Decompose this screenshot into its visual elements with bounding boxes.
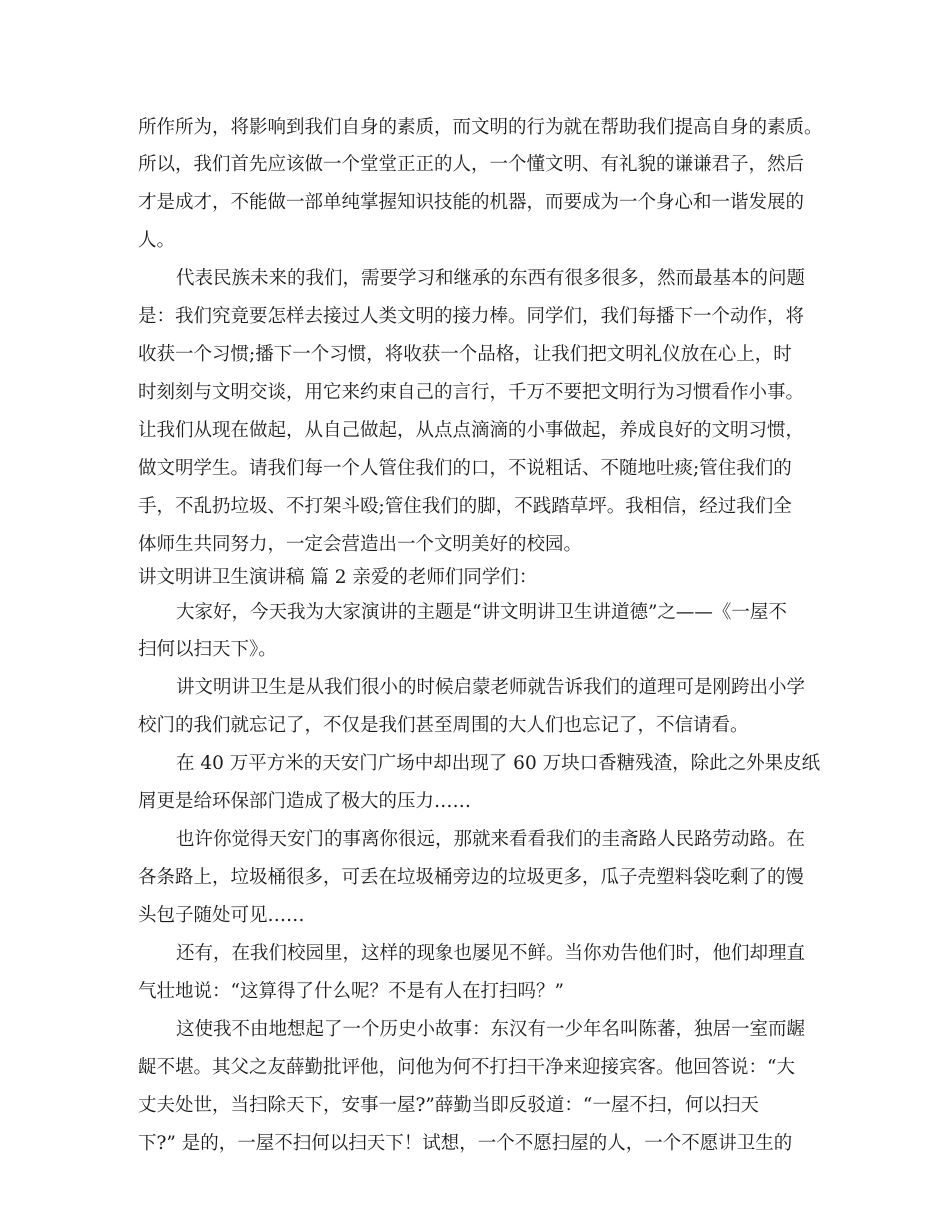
text-line: 扫何以扫天下》。 <box>138 639 277 660</box>
paragraph-first-line: 在 40 万平方米的天安门广场中却出现了 60 万块口香糖残渣，除此之外果皮纸 <box>176 753 821 774</box>
paragraph-first-line: 还有，在我们校园里，这样的现象也屡见不鲜。当你劝告他们时，他们却理直 <box>176 943 806 964</box>
paragraph-first-line: 代表民族未来的我们，需要学习和继承的东西有很多很多，然而最基本的问题 <box>176 268 806 289</box>
text-line: 校门的我们就忘记了，不仅是我们甚至周围的大人们也忘记了，不信请看。 <box>138 715 749 736</box>
text-line: 丈夫处世，当扫除天下，安事一屋?”薛勤当即反驳道：“一屋不扫，何以扫天 <box>138 1095 759 1116</box>
text-line: 体师生共同努力，一定会营造出一个文明美好的校园。 <box>138 534 583 555</box>
text-line: 所作所为，将影响到我们自身的素质，而文明的行为就在帮助我们提高自身的素质。 <box>138 117 823 138</box>
text-line: 时刻刻与文明交谈，用它来约束自己的言行，千万不要把文明行为习惯看作小事。 <box>138 382 805 403</box>
text-line: 人。 <box>138 230 176 251</box>
text-line: 屑更是给环保部门造成了极大的压力…… <box>138 791 472 812</box>
paragraph-first-line: 这使我不由地想起了一个历史小故事：东汉有一少年名叫陈蕃，独居一室而龌 <box>176 1019 806 1040</box>
paragraph-first-line: 大家好，今天我为大家演讲的主题是“讲文明讲卫生讲道德”之——《一屋不 <box>176 602 787 623</box>
section-heading: 讲文明讲卫生演讲稿 篇 2 亲爱的老师们同学们： <box>138 567 538 588</box>
paragraph-first-line: 讲文明讲卫生是从我们很小的时候启蒙老师就告诉我们的道理可是刚跨出小学 <box>176 677 806 698</box>
text-line: 气壮地说：“这算得了什么呢？不是有人在打扫吗？” <box>138 981 564 1002</box>
text-line: 头包子随处可见…… <box>138 905 305 926</box>
text-line: 才是成才，不能做一部单纯掌握知识技能的机器，而要成为一个身心和一谐发展的 <box>138 192 805 213</box>
text-line: 手，不乱扔垃圾、不打架斗殴;管住我们的脚，不践踏草坪。我相信，经过我们全 <box>138 496 792 517</box>
text-line: 是：我们究竟要怎样去接过人类文明的接力棒。同学们，我们每播下一个动作，将 <box>138 306 805 327</box>
text-line: 各条路上，垃圾桶很多，可丢在垃圾桶旁边的垃圾更多，瓜子壳塑料袋吃剩了的馒 <box>138 867 805 888</box>
text-line: 做文明学生。请我们每一个人管住我们的口，不说粗话、不随地吐痰;管住我们的 <box>138 458 792 479</box>
text-line: 所以，我们首先应该做一个堂堂正正的人，一个懂文明、有礼貌的谦谦君子，然后 <box>138 154 805 175</box>
text-line: 龊不堪。其父之友薛勤批评他，问他为何不打扫干净来迎接宾客。他回答说：“大 <box>138 1057 795 1078</box>
text-line: 下?” 是的，一屋不扫何以扫天下！试想，一个不愿扫屋的人，一个不愿讲卫生的 <box>138 1133 793 1154</box>
text-line: 让我们从现在做起，从自己做起，从点点滴滴的小事做起，养成良好的文明习惯， <box>138 420 805 441</box>
text-line: 收获一个习惯;播下一个习惯，将收获一个品格，让我们把文明礼仪放在心上，时 <box>138 344 792 365</box>
paragraph-first-line: 也许你觉得天安门的事离你很远，那就来看看我们的圭斋路人民路劳动路。在 <box>176 829 806 850</box>
